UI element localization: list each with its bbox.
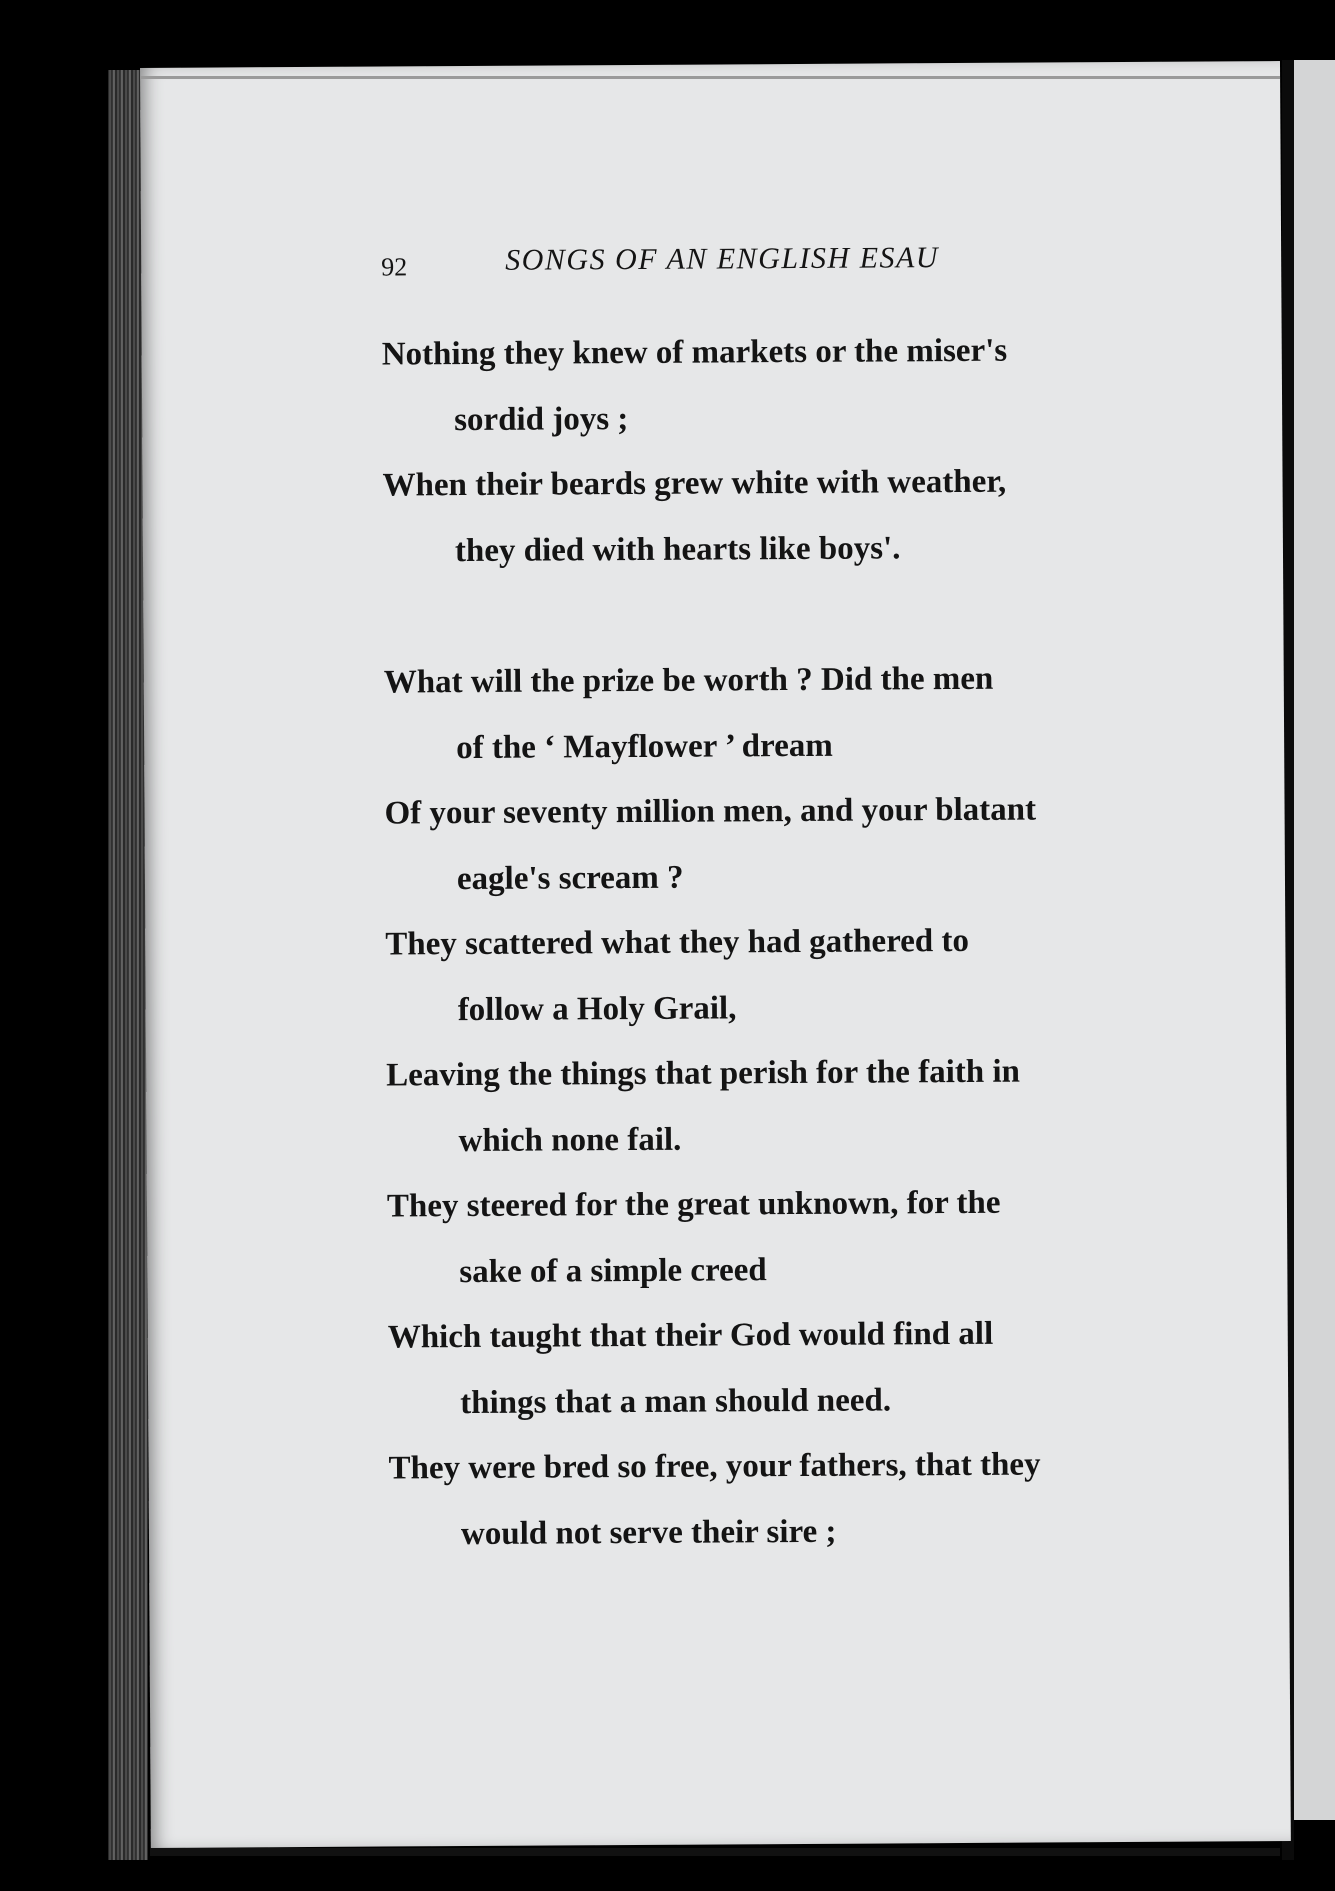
poem-line-continuation: sake of a simple creed (459, 1251, 767, 1290)
running-title: SONGS OF AN ENGLISH ESAU (505, 241, 940, 277)
running-header (141, 239, 1281, 282)
stanza-break (383, 580, 1203, 651)
poem-line-continuation: eagle's scream ? (456, 859, 684, 897)
stanza (384, 646, 1210, 1568)
poem-line: Which taught that their God would find all (387, 1315, 994, 1356)
poem-line: Of your seventy million men, and your blatant (384, 791, 1037, 832)
facing-page-sliver (1294, 60, 1335, 1820)
poem-line: They steered for the great unknown, for the (386, 1184, 1001, 1225)
poem-line: Leaving the things that perish for the faith in (386, 1053, 1021, 1094)
poem-line-continuation: they died with hearts like boys'. (454, 529, 901, 569)
poem-line: Nothing they knew of markets or the miser's (381, 332, 1008, 373)
poem-line: When their beards grew white with weather, (382, 463, 1007, 504)
book-page (140, 61, 1291, 1848)
poem-line-continuation: would not serve their sire ; (460, 1513, 837, 1552)
poem-line: They scattered what they had gathered to (385, 922, 970, 963)
poem-body (382, 318, 1210, 1568)
bottom-page-edge (150, 1848, 1280, 1856)
top-page-edge (140, 76, 1280, 79)
stanza (382, 318, 1204, 585)
poem-line-continuation: things that a man should need. (460, 1381, 892, 1421)
poem-line: What will the prize be worth ? Did the men (383, 660, 994, 701)
poem-line: They were bred so free, your fathers, that they (388, 1446, 1041, 1487)
poem-line-continuation: which none fail. (458, 1121, 682, 1159)
poem-line-continuation: sordid joys ; (454, 400, 629, 438)
poem-line-continuation: follow a Holy Grail, (457, 989, 737, 1028)
poem-line-continuation: of the ‘ Mayflower ’ dream (456, 727, 833, 766)
page-number: 92 (381, 252, 408, 282)
